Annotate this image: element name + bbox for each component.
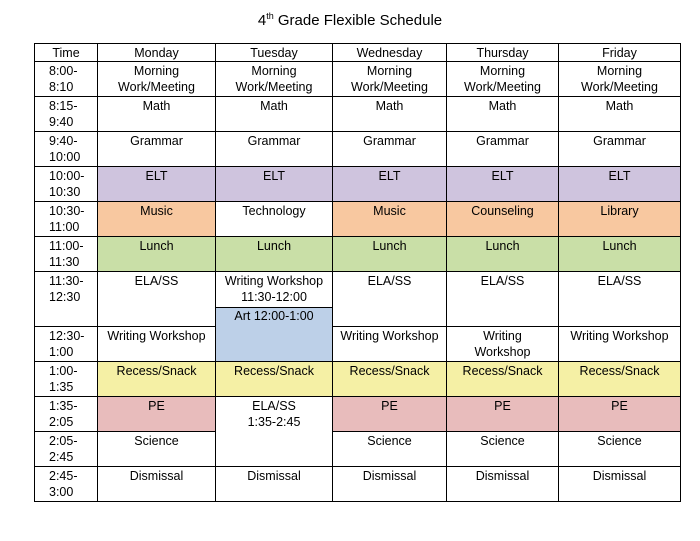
cell-dismissal: Dismissal [216,467,333,502]
time-cell: 10:00- 10:30 [35,167,98,202]
cell-ela-ss: ELA/SS [559,272,681,327]
time-cell: 2:05- 2:45 [35,432,98,467]
cell-writing-workshop: Writing Workshop 11:30-12:00 [224,274,324,304]
cell-lunch: Lunch [559,237,681,272]
cell-writing-workshop: Writing Workshop [333,327,447,362]
header-tuesday: Tuesday [216,44,333,62]
cell-morning: Morning Work/Meeting [559,62,681,97]
cell-grammar: Grammar [333,132,447,167]
cell-lunch: Lunch [98,237,216,272]
header-wednesday: Wednesday [333,44,447,62]
cell-morning: Morning Work/Meeting [447,62,559,97]
cell-elt: ELT [447,167,559,202]
cell-math: Math [447,97,559,132]
cell-grammar: Grammar [216,132,333,167]
time-cell: 12:30- 1:00 [35,327,98,362]
table-row [35,432,681,467]
cell-ela-ss: ELA/SS [447,272,559,327]
time-cell: 1:00- 1:35 [35,362,98,397]
cell-recess: Recess/Snack [447,362,559,397]
cell-pe: PE [98,397,216,432]
cell-ela-ss: ELA/SS [333,272,447,327]
cell-ela-ss: ELA/SS [98,272,216,327]
table-row [35,397,681,432]
time-cell: 1:35- 2:05 [35,397,98,432]
table-row [35,272,681,327]
table-row [35,362,681,397]
cell-writing-workshop: Writing Workshop [98,327,216,362]
cell-elt: ELT [559,167,681,202]
cell-art: Art 12:00-1:00 [216,307,332,361]
cell-recess: Recess/Snack [333,362,447,397]
table-row [35,202,681,237]
cell-tuesday-writing-art [216,272,333,362]
cell-lunch: Lunch [216,237,333,272]
schedule-title: 4th Grade Flexible Schedule [257,11,443,29]
cell-dismissal: Dismissal [333,467,447,502]
cell-pe: PE [447,397,559,432]
cell-science: Science [447,432,559,467]
cell-science: Science [333,432,447,467]
table-row [35,467,681,502]
cell-dismissal: Dismissal [98,467,216,502]
header-row [35,44,681,62]
cell-writing-workshop: Writing Workshop [559,327,681,362]
cell-elt: ELT [98,167,216,202]
cell-elt: ELT [333,167,447,202]
cell-pe: PE [559,397,681,432]
cell-lunch: Lunch [333,237,447,272]
table-row [35,327,681,362]
cell-music: Music [333,202,447,237]
time-cell: 11:30- 12:30 [35,272,98,327]
cell-elt: ELT [216,167,333,202]
cell-morning: Morning Work/Meeting [98,62,216,97]
cell-dismissal: Dismissal [447,467,559,502]
header-monday: Monday [98,44,216,62]
table-row [35,62,681,97]
time-cell: 2:45- 3:00 [35,467,98,502]
cell-counseling: Counseling [447,202,559,237]
schedule-table [34,43,681,502]
table-row [35,97,681,132]
cell-morning: Morning Work/Meeting [333,62,447,97]
cell-math: Math [559,97,681,132]
cell-ela-ss-tuesday: ELA/SS 1:35-2:45 [216,397,333,467]
table-row [35,237,681,272]
cell-lunch: Lunch [447,237,559,272]
table-row [35,132,681,167]
cell-music: Music [98,202,216,237]
cell-pe: PE [333,397,447,432]
cell-science: Science [98,432,216,467]
cell-math: Math [98,97,216,132]
header-friday: Friday [559,44,681,62]
cell-grammar: Grammar [98,132,216,167]
cell-grammar: Grammar [559,132,681,167]
cell-science: Science [559,432,681,467]
cell-library: Library [559,202,681,237]
cell-morning: Morning Work/Meeting [216,62,333,97]
cell-technology: Technology [216,202,333,237]
table-row [35,167,681,202]
time-cell: 10:30- 11:00 [35,202,98,237]
cell-recess: Recess/Snack [98,362,216,397]
header-thursday: Thursday [447,44,559,62]
time-cell: 8:15- 9:40 [35,97,98,132]
cell-recess: Recess/Snack [216,362,333,397]
cell-grammar: Grammar [447,132,559,167]
cell-math: Math [216,97,333,132]
time-cell: 11:00- 11:30 [35,237,98,272]
cell-writing-workshop: Writing Workshop [447,327,559,362]
time-cell: 9:40- 10:00 [35,132,98,167]
cell-math: Math [333,97,447,132]
header-time: Time [35,44,98,62]
cell-dismissal: Dismissal [559,467,681,502]
time-cell: 8:00- 8:10 [35,62,98,97]
cell-recess: Recess/Snack [559,362,681,397]
